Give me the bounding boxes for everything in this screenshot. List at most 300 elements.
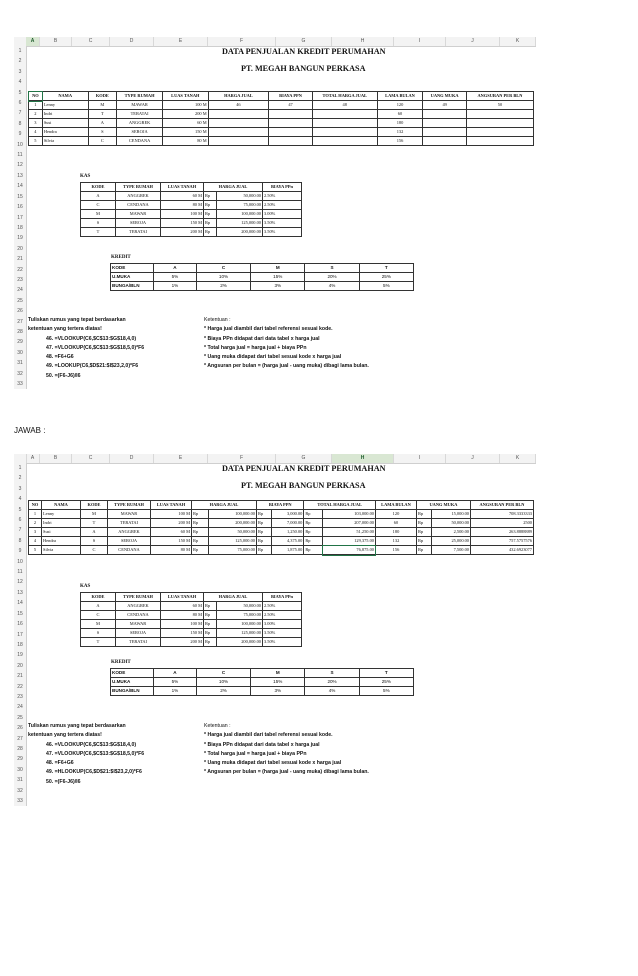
cell[interactable]: 60 M xyxy=(161,602,204,611)
cell[interactable]: Rp xyxy=(304,528,323,537)
row-header-30[interactable]: 30 xyxy=(17,766,23,773)
cell[interactable]: T xyxy=(88,110,117,119)
column-header-b[interactable]: B xyxy=(40,37,72,46)
row-header-5[interactable]: 5 xyxy=(18,89,22,96)
cell[interactable]: Hendra xyxy=(42,128,88,137)
cell[interactable]: ANGGREK xyxy=(116,602,161,611)
column-header-i[interactable]: I xyxy=(394,37,446,46)
row-header-24[interactable]: 24 xyxy=(17,704,23,711)
cell[interactable]: Rp xyxy=(204,620,217,629)
column-header-j[interactable]: J xyxy=(446,454,500,463)
kas-header[interactable]: KODE xyxy=(81,593,116,602)
row-header-25[interactable]: 25 xyxy=(17,714,23,721)
cell[interactable]: Rp xyxy=(257,528,272,537)
cell[interactable]: TERATAI xyxy=(116,638,161,647)
cell[interactable]: 3.50% xyxy=(263,228,302,237)
row-header-27[interactable]: 27 xyxy=(17,735,23,742)
cell[interactable]: 20% xyxy=(305,678,359,687)
cell[interactable]: 46 xyxy=(208,101,269,110)
cell[interactable]: KODE xyxy=(111,669,154,678)
cell[interactable]: T xyxy=(81,519,108,528)
column-header-f[interactable]: F xyxy=(208,37,276,46)
cell[interactable]: U.MUKA xyxy=(111,273,154,282)
cell[interactable]: M xyxy=(251,669,305,678)
cell[interactable]: 80 M xyxy=(161,201,204,210)
row-header-8[interactable]: 8 xyxy=(18,537,22,544)
cell[interactable] xyxy=(312,110,377,119)
cell[interactable]: 100,000.00 xyxy=(209,510,257,519)
cell[interactable]: Rp xyxy=(204,210,217,219)
cell[interactable] xyxy=(208,119,269,128)
cell[interactable]: 757.5757576 xyxy=(471,537,534,546)
cell[interactable]: Rp xyxy=(257,510,272,519)
row-header-7[interactable]: 7 xyxy=(18,527,22,534)
cell[interactable]: 4% xyxy=(305,687,359,696)
cell[interactable]: ANGGREK xyxy=(116,192,161,201)
cell[interactable]: CENDANA xyxy=(117,137,163,146)
row-header-10[interactable]: 10 xyxy=(17,558,23,565)
cell[interactable]: Lenny xyxy=(42,101,88,110)
cell[interactable]: 10% xyxy=(196,273,250,282)
cell[interactable]: 15% xyxy=(251,273,305,282)
cell[interactable]: 3% xyxy=(251,687,305,696)
cell[interactable]: SEROJA xyxy=(116,629,161,638)
cell[interactable]: KODE xyxy=(111,264,154,273)
row-header-28[interactable]: 28 xyxy=(17,745,23,752)
cell[interactable]: 100,000.00 xyxy=(217,210,263,219)
column-header-b[interactable]: B xyxy=(40,454,72,463)
cell[interactable] xyxy=(466,119,533,128)
cell[interactable]: S xyxy=(81,629,116,638)
cell[interactable]: A xyxy=(81,192,116,201)
cell[interactable]: C xyxy=(196,669,250,678)
row-header-1[interactable]: 1 xyxy=(18,465,22,471)
header-total-harga-jual[interactable]: TOTAL HARGA JUAL xyxy=(304,501,376,510)
cell[interactable]: 200 M xyxy=(161,638,204,647)
header-lama-bulan[interactable]: LAMA BULAN xyxy=(375,501,416,510)
cell[interactable]: Rp xyxy=(204,602,217,611)
cell[interactable]: 2500 xyxy=(471,519,534,528)
cell[interactable]: 200 M xyxy=(161,228,204,237)
cell[interactable]: 60 M xyxy=(151,528,192,537)
cell[interactable]: C xyxy=(196,264,250,273)
cell[interactable]: C xyxy=(88,137,117,146)
cell[interactable]: Rp xyxy=(257,537,272,546)
cell[interactable]: 708.3333333 xyxy=(471,510,534,519)
cell[interactable]: 100 M xyxy=(151,510,192,519)
header-kode[interactable]: KODE xyxy=(88,92,117,101)
cell[interactable]: 150 M xyxy=(161,629,204,638)
cell[interactable]: Rp xyxy=(204,219,217,228)
header-nama[interactable]: NAMA xyxy=(42,92,88,101)
cell[interactable]: 3 xyxy=(29,528,42,537)
cell[interactable]: Susi xyxy=(42,528,81,537)
cell[interactable] xyxy=(269,110,313,119)
cell[interactable]: Rp xyxy=(257,519,272,528)
cell[interactable]: Hendra xyxy=(42,537,81,546)
cell[interactable]: A xyxy=(154,669,197,678)
cell[interactable] xyxy=(269,128,313,137)
cell[interactable]: 120 xyxy=(377,101,423,110)
cell[interactable]: 207,000.00 xyxy=(323,519,376,528)
header-luas-tanah[interactable]: LUAS TANAH xyxy=(151,501,192,510)
cell[interactable]: 60 M xyxy=(162,119,208,128)
column-header-a[interactable]: A xyxy=(26,454,40,463)
cell[interactable]: 150 M xyxy=(162,128,208,137)
cell[interactable]: 2 xyxy=(29,110,43,119)
row-header-21[interactable]: 21 xyxy=(17,673,23,680)
header-type-rumah[interactable]: TYPE RUMAH xyxy=(108,501,151,510)
cell[interactable] xyxy=(423,137,467,146)
row-header-6[interactable]: 6 xyxy=(18,100,22,107)
cell[interactable]: Rp xyxy=(204,192,217,201)
row-header-17[interactable]: 17 xyxy=(17,214,23,221)
row-header-22[interactable]: 22 xyxy=(17,266,23,273)
header-lama-bulan[interactable]: LAMA BULAN xyxy=(377,92,423,101)
cell[interactable]: 180 xyxy=(375,528,416,537)
cell[interactable]: 15,000.00 xyxy=(432,510,471,519)
cell[interactable]: 80 M xyxy=(162,137,208,146)
cell[interactable]: Rp xyxy=(304,537,323,546)
column-header-k[interactable]: K xyxy=(500,454,536,463)
cell[interactable]: 50,000.00 xyxy=(432,519,471,528)
cell[interactable]: 5% xyxy=(359,282,413,291)
cell[interactable]: 180 xyxy=(377,119,423,128)
row-header-20[interactable]: 20 xyxy=(17,245,23,252)
cell[interactable]: Silvia xyxy=(42,546,81,555)
cell[interactable]: S xyxy=(81,537,108,546)
cell[interactable]: CENDANA xyxy=(108,546,151,555)
header-harga-jual[interactable]: HARGA JUAL xyxy=(192,501,257,510)
cell[interactable]: Rp xyxy=(204,629,217,638)
row-header-10[interactable]: 10 xyxy=(17,141,23,148)
cell[interactable]: 5% xyxy=(359,687,413,696)
cell[interactable]: 80 M xyxy=(161,611,204,620)
cell[interactable]: Rp xyxy=(304,546,323,555)
cell[interactable]: 2.50% xyxy=(263,602,302,611)
cell[interactable]: SEROJA xyxy=(108,537,151,546)
row-header-13[interactable]: 13 xyxy=(17,589,23,596)
cell[interactable]: 150 M xyxy=(161,219,204,228)
row-header-12[interactable]: 12 xyxy=(17,579,23,586)
cell[interactable]: 2.50% xyxy=(263,192,302,201)
cell[interactable]: 60 M xyxy=(161,192,204,201)
cell[interactable]: Rp xyxy=(192,519,209,528)
row-header-23[interactable]: 23 xyxy=(17,693,23,700)
row-header-32[interactable]: 32 xyxy=(17,370,23,377)
header-biaya-ppn[interactable]: BIAYA PPN xyxy=(269,92,313,101)
row-header-29[interactable]: 29 xyxy=(17,339,23,346)
cell[interactable]: A xyxy=(81,602,116,611)
cell[interactable]: Indri xyxy=(42,110,88,119)
cell[interactable]: 50,000.00 xyxy=(209,528,257,537)
cell[interactable]: T xyxy=(81,228,116,237)
row-header-31[interactable]: 31 xyxy=(17,777,23,784)
cell[interactable]: Rp xyxy=(416,519,431,528)
cell[interactable]: 3 xyxy=(29,119,43,128)
cell[interactable]: Rp xyxy=(204,638,217,647)
cell[interactable]: Indri xyxy=(42,519,81,528)
header-angsuran[interactable]: ANGSURAN PER BLN xyxy=(471,501,534,510)
cell[interactable]: MAWAR xyxy=(116,210,161,219)
cell[interactable]: C xyxy=(81,201,116,210)
cell[interactable]: 51,250.00 xyxy=(323,528,376,537)
row-header-24[interactable]: 24 xyxy=(17,287,23,294)
cell[interactable]: 3.00% xyxy=(263,620,302,629)
header-total-harga-jual[interactable]: TOTAL HARGA JUAL xyxy=(312,92,377,101)
column-header-i[interactable]: I xyxy=(394,454,446,463)
cell[interactable]: 125,000.00 xyxy=(209,537,257,546)
cell[interactable]: 125,000.00 xyxy=(217,219,263,228)
cell[interactable]: 5% xyxy=(154,273,197,282)
cell[interactable]: Rp xyxy=(204,228,217,237)
cell[interactable]: Rp xyxy=(416,528,431,537)
header-harga-jual[interactable]: HARGA JUAL xyxy=(208,92,269,101)
row-header-16[interactable]: 16 xyxy=(17,204,23,211)
kas-header[interactable]: LUAS TANAH xyxy=(161,183,204,192)
cell[interactable]: MAWAR xyxy=(116,620,161,629)
row-header-26[interactable]: 26 xyxy=(17,308,23,315)
header-no[interactable]: NO xyxy=(29,92,43,101)
row-header-8[interactable]: 8 xyxy=(18,120,22,127)
cell[interactable]: 3.50% xyxy=(263,219,302,228)
cell[interactable]: Silvia xyxy=(42,137,88,146)
column-header-h[interactable]: H xyxy=(332,454,394,463)
cell[interactable] xyxy=(312,137,377,146)
row-header-6[interactable]: 6 xyxy=(18,517,22,524)
column-header-d[interactable]: D xyxy=(110,454,154,463)
cell[interactable]: 75,000.00 xyxy=(217,201,263,210)
cell[interactable] xyxy=(423,119,467,128)
cell[interactable]: A xyxy=(88,119,117,128)
column-header-g[interactable]: G xyxy=(276,454,332,463)
kas-header[interactable]: BIAYA PPn xyxy=(263,593,302,602)
row-header-7[interactable]: 7 xyxy=(18,110,22,117)
kas-header[interactable]: TYPE RUMAH xyxy=(116,593,161,602)
column-header-e[interactable]: E xyxy=(154,37,208,46)
cell[interactable]: 60 xyxy=(377,110,423,119)
row-header-33[interactable]: 33 xyxy=(17,381,23,387)
cell[interactable]: U.MUKA xyxy=(111,678,154,687)
cell[interactable]: 49 xyxy=(423,101,467,110)
header-uang-muka[interactable]: UANG MUKA xyxy=(416,501,470,510)
cell[interactable]: S xyxy=(81,219,116,228)
row-header-22[interactable]: 22 xyxy=(17,683,23,690)
cell[interactable]: 3,000.00 xyxy=(271,510,304,519)
cell[interactable]: 7,000.00 xyxy=(271,519,304,528)
column-header-d[interactable]: D xyxy=(110,37,154,46)
cell[interactable]: TERATAI xyxy=(116,228,161,237)
cell[interactable]: 75,000.00 xyxy=(209,546,257,555)
header-kode[interactable]: KODE xyxy=(81,501,108,510)
cell[interactable]: Rp xyxy=(416,510,431,519)
row-header-3[interactable]: 3 xyxy=(18,485,22,492)
cell[interactable]: 100 M xyxy=(162,101,208,110)
cell[interactable]: 200 M xyxy=(162,110,208,119)
cell[interactable] xyxy=(208,110,269,119)
row-header-17[interactable]: 17 xyxy=(17,631,23,638)
cell[interactable]: 48 xyxy=(312,101,377,110)
row-header-15[interactable]: 15 xyxy=(17,610,23,617)
row-header-15[interactable]: 15 xyxy=(17,193,23,200)
cell[interactable]: 129,375.00 xyxy=(323,537,376,546)
cell[interactable]: 4 xyxy=(29,128,43,137)
cell[interactable]: M xyxy=(81,510,108,519)
cell[interactable]: 132 xyxy=(375,537,416,546)
row-header-30[interactable]: 30 xyxy=(17,349,23,356)
cell[interactable]: 4,375.00 xyxy=(271,537,304,546)
cell[interactable]: 3.00% xyxy=(263,210,302,219)
cell[interactable]: S xyxy=(305,264,359,273)
column-header-j[interactable]: J xyxy=(446,37,500,46)
row-header-4[interactable]: 4 xyxy=(18,496,22,503)
cell[interactable]: 50 xyxy=(466,101,533,110)
cell[interactable]: 263.8888889 xyxy=(471,528,534,537)
row-header-12[interactable]: 12 xyxy=(17,162,23,169)
cell[interactable]: 75,000.00 xyxy=(217,611,263,620)
row-header-14[interactable]: 14 xyxy=(17,600,23,607)
cell[interactable]: 3% xyxy=(251,282,305,291)
row-header-1[interactable]: 1 xyxy=(18,48,22,54)
cell[interactable]: 1% xyxy=(154,282,197,291)
cell[interactable]: 80 M xyxy=(151,546,192,555)
column-header-c[interactable]: C xyxy=(72,37,110,46)
cell[interactable]: M xyxy=(81,210,116,219)
cell[interactable]: 50,000.00 xyxy=(217,192,263,201)
cell[interactable]: 7,500.00 xyxy=(432,546,471,555)
cell[interactable]: 100 M xyxy=(161,210,204,219)
cell[interactable]: 10% xyxy=(196,678,250,687)
cell[interactable]: 5% xyxy=(154,678,197,687)
cell[interactable]: 5 xyxy=(29,137,43,146)
kas-header[interactable]: KODE xyxy=(81,183,116,192)
cell[interactable]: 25% xyxy=(359,678,413,687)
cell[interactable]: 3.50% xyxy=(263,638,302,647)
cell[interactable]: Rp xyxy=(416,537,431,546)
cell[interactable]: 100 M xyxy=(161,620,204,629)
cell[interactable]: T xyxy=(81,638,116,647)
cell[interactable]: 1 xyxy=(29,510,42,519)
cell[interactable] xyxy=(466,128,533,137)
cell[interactable]: 200,000.00 xyxy=(217,228,263,237)
cell[interactable]: TERATAI xyxy=(117,110,163,119)
cell[interactable]: ANGGREK xyxy=(117,119,163,128)
cell[interactable]: 100,000.00 xyxy=(217,620,263,629)
cell[interactable]: 156 xyxy=(375,546,416,555)
cell[interactable]: CENDANA xyxy=(116,201,161,210)
cell[interactable]: 1 xyxy=(29,101,43,110)
cell[interactable]: 4% xyxy=(305,282,359,291)
cell[interactable]: Susi xyxy=(42,119,88,128)
column-header-f[interactable]: F xyxy=(208,454,276,463)
cell[interactable]: Rp xyxy=(204,201,217,210)
cell[interactable]: Rp xyxy=(304,510,323,519)
cell[interactable]: S xyxy=(88,128,117,137)
row-header-2[interactable]: 2 xyxy=(18,58,22,65)
cell[interactable]: 20% xyxy=(305,273,359,282)
cell[interactable]: 15% xyxy=(251,678,305,687)
column-header-g[interactable]: G xyxy=(276,37,332,46)
kas-header[interactable]: LUAS TANAH xyxy=(161,593,204,602)
header-angsuran[interactable]: ANGSURAN PER BLN xyxy=(466,92,533,101)
cell[interactable] xyxy=(423,110,467,119)
column-header-e[interactable]: E xyxy=(154,454,208,463)
cell[interactable]: 47 xyxy=(269,101,313,110)
cell[interactable]: C xyxy=(81,546,108,555)
cell[interactable]: 1% xyxy=(154,687,197,696)
cell[interactable]: 1,875.00 xyxy=(271,546,304,555)
cell[interactable]: 5 xyxy=(29,546,42,555)
cell[interactable]: M xyxy=(88,101,117,110)
header-biaya-ppn[interactable]: BIAYA PPN xyxy=(257,501,304,510)
kas-header[interactable]: HARGA JUAL xyxy=(204,593,263,602)
cell[interactable]: 200 M xyxy=(151,519,192,528)
cell[interactable]: Rp xyxy=(257,546,272,555)
cell[interactable]: 2 xyxy=(29,519,42,528)
cell[interactable]: 4 xyxy=(29,537,42,546)
row-header-19[interactable]: 19 xyxy=(17,652,23,659)
row-header-18[interactable]: 18 xyxy=(17,641,23,648)
cell[interactable]: 200,000.00 xyxy=(209,519,257,528)
row-header-18[interactable]: 18 xyxy=(17,224,23,231)
cell[interactable] xyxy=(269,137,313,146)
row-header-29[interactable]: 29 xyxy=(17,756,23,763)
cell[interactable]: 432.6923077 xyxy=(471,546,534,555)
column-header-a[interactable]: A xyxy=(26,37,40,46)
row-header-20[interactable]: 20 xyxy=(17,662,23,669)
row-header-27[interactable]: 27 xyxy=(17,318,23,325)
cell[interactable]: 2.50% xyxy=(263,201,302,210)
row-header-9[interactable]: 9 xyxy=(18,131,22,138)
cell[interactable]: Rp xyxy=(192,537,209,546)
header-luas-tanah[interactable]: LUAS TANAH xyxy=(162,92,208,101)
selected-cell[interactable]: 76,875.00 xyxy=(323,546,376,555)
header-nama[interactable]: NAMA xyxy=(42,501,81,510)
row-header-3[interactable]: 3 xyxy=(18,68,22,75)
cell[interactable]: 60 xyxy=(375,519,416,528)
cell[interactable]: 25,000.00 xyxy=(432,537,471,546)
cell[interactable] xyxy=(312,128,377,137)
cell[interactable]: Rp xyxy=(192,528,209,537)
row-header-4[interactable]: 4 xyxy=(18,79,22,86)
cell[interactable] xyxy=(269,119,313,128)
row-header-11[interactable]: 11 xyxy=(17,152,23,159)
cell[interactable]: 25% xyxy=(359,273,413,282)
column-header-h[interactable]: H xyxy=(332,37,394,46)
cell[interactable]: T xyxy=(359,669,413,678)
cell[interactable]: 150 M xyxy=(151,537,192,546)
kas-header[interactable]: BIAYA PPn xyxy=(263,183,302,192)
cell[interactable]: 200,000.00 xyxy=(217,638,263,647)
cell[interactable] xyxy=(423,128,467,137)
cell[interactable]: Rp xyxy=(304,519,323,528)
kas-header[interactable]: TYPE RUMAH xyxy=(116,183,161,192)
cell[interactable] xyxy=(312,119,377,128)
cell[interactable]: T xyxy=(359,264,413,273)
cell[interactable]: M xyxy=(251,264,305,273)
kas-header[interactable]: HARGA JUAL xyxy=(204,183,263,192)
cell[interactable]: 2,500.00 xyxy=(432,528,471,537)
row-header-13[interactable]: 13 xyxy=(17,172,23,179)
header-type-rumah[interactable]: TYPE RUMAH xyxy=(117,92,163,101)
header-uang-muka[interactable]: UANG MUKA xyxy=(423,92,467,101)
row-header-2[interactable]: 2 xyxy=(18,475,22,482)
cell[interactable]: BUNGA/BLN xyxy=(111,282,154,291)
cell[interactable]: M xyxy=(81,620,116,629)
cell[interactable]: 125,000.00 xyxy=(217,629,263,638)
row-header-28[interactable]: 28 xyxy=(17,328,23,335)
header-no[interactable]: NO xyxy=(29,501,42,510)
